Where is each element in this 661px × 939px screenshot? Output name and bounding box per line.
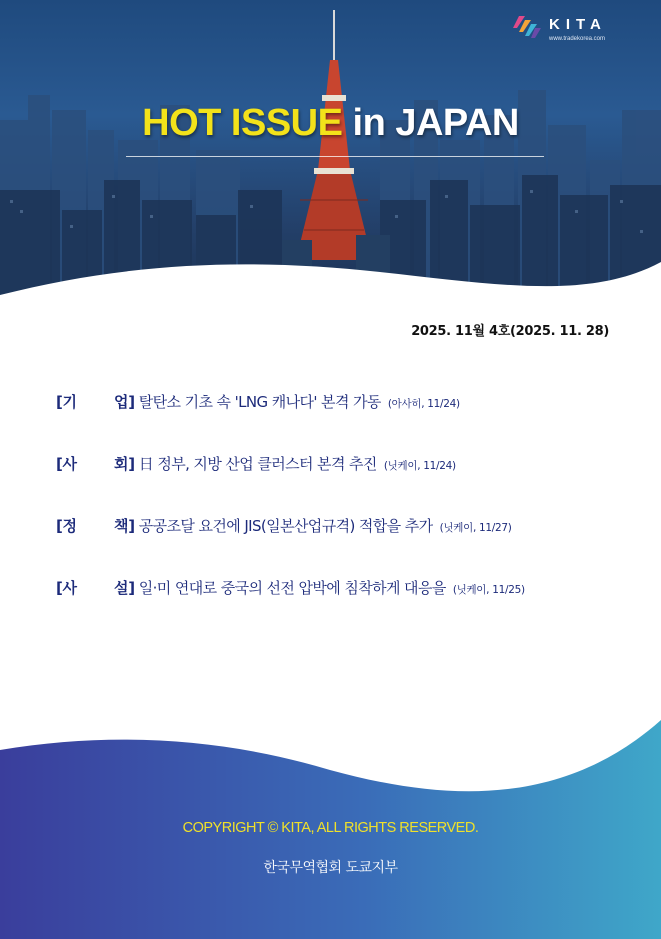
copyright-text: COPYRIGHT © KITA, ALL RIGHTS RESERVED. [182, 820, 479, 836]
article-category: [정 책] [56, 517, 135, 535]
logo-url: www.tradekorea.com [549, 36, 606, 42]
article-category: [사 회] [56, 455, 135, 473]
article-category: [기 업] [56, 393, 135, 411]
article-headline: 공공조달 요건에 JIS(일본산업규격) 적합을 추가 [138, 517, 433, 535]
article-category: [사 설] [56, 579, 135, 597]
issue-date: 2025. 11월 4호(2025. 11. 28) [411, 324, 609, 339]
article-source: (닛케이, 11/27) [439, 522, 512, 534]
article-headline: 일·미 연대로 중국의 선전 압박에 침착하게 대응을 [138, 579, 446, 597]
article-source: (닛케이, 11/24) [383, 460, 456, 472]
kita-logo [513, 12, 643, 52]
title-rest: in JAPAN [342, 102, 519, 144]
article-item[interactable] [56, 391, 636, 453]
kita-logo-mark-icon [513, 14, 541, 40]
article-source: (아사히, 11/24) [387, 398, 460, 410]
article-list [56, 391, 636, 639]
organization-name: 한국무역협회 도쿄지부 [263, 860, 398, 876]
article-headline: 日 정부, 지방 산업 클러스터 본격 추진 [138, 455, 377, 473]
article-item[interactable] [56, 515, 636, 577]
article-item[interactable] [56, 453, 636, 515]
title-highlight: HOT ISSUE [142, 102, 343, 144]
article-headline: 탈탄소 기초 속 'LNG 캐나다' 본격 가동 [138, 393, 381, 411]
cover-banner [0, 0, 661, 330]
page-title [0, 102, 661, 145]
article-item[interactable] [56, 577, 636, 639]
title-underline [126, 156, 544, 157]
logo-text: KITA [549, 16, 607, 33]
article-source: (닛케이, 11/25) [452, 584, 525, 596]
